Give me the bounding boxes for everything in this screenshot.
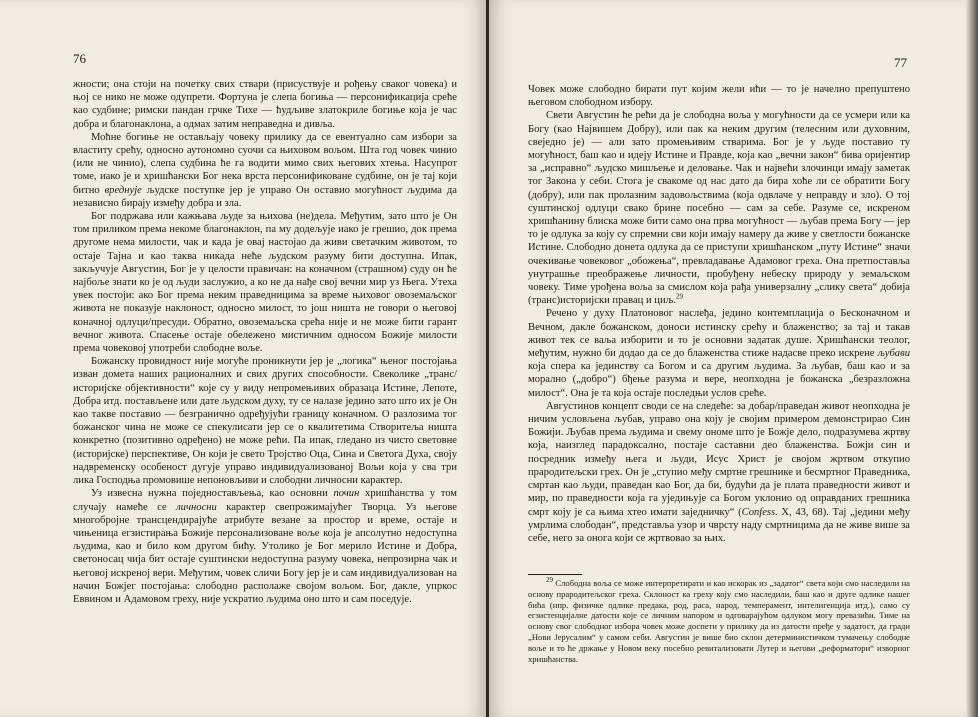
paragraph: Божанску провидност није могуће проникнути јер је „логика“ њеног постојања изван домета наших рационалних и свих других способности. Свеколике „транс/историјске објективности“ које су у виду непромењивих образаца Истине, Лепоте, Добра итд. постављене или дате људском духу, ту се налазе једино зато што их је Он као такве поставио — безгранично одређујући границу коначном. О разлозима тог божанског чина не може се спекулисати јер се о квалитетима Створитеља ништа конкретно (позитивно одређено) не може рећи. Па ипак, гледано из чисто световне (историјске) перспективе, Он који је свето Тројство Оца, Сина и Светога Духа, своју надвременску особеност дугује управо индивидуализованој Вољи која у сва три лика Господња промовише непоновљиви и слободни личносни карактер. bbox=[73, 356, 457, 487]
emphasis: почин bbox=[333, 488, 360, 500]
right-page bbox=[489, 0, 978, 717]
paragraph: Уз извесна нужна поједностављења, као основни почин хришћанства у том случају намеће се личносни карактер свепрожимајућег Творца. Уз његове многобројне трансцендирајуће атрибуте везане за простор и време, остаје и чињеница егзистирања Божије персонализоване воље која је апсолутно недоступна људима, као и било ком другом бићу. Утолико је Бог мерило Истине и Добра, светоносац чија бит остаје суштински недоступна разуму човека, непрозирна чак и његовој искреној вери. Међутим, човек сличи Богу јер је и сам индивидуализован на начин Божјег постојања: слободно располаже својом вољом. Бог, дакле, упркос Еввином и Адамовом греху, није ускратио људима оно што и сам поседује. bbox=[73, 488, 458, 605]
paragraph: жности; она стоји на почетку свих ствари (присуствује и рођењу сваког човека) и њој се нико не може одупрети. Фортуна је слепа богиња — персонификација среће као судбине; римски пандан грчке Тихе — ћудљиве златокриле богиње која је час добра и благонаклона, а одмах затим неправедна и дивља. bbox=[73, 79, 457, 130]
footnote-reference[interactable]: 29 bbox=[675, 292, 683, 301]
emphasis: љубави bbox=[877, 348, 910, 360]
citation: Confess. bbox=[741, 506, 778, 518]
right-text-block bbox=[528, 83, 910, 545]
paragraph: Бог подржава или кажњава људе за њихова (не)дела. Међутим, зато што је Он том приликом према некоме благонаклон, па му додељује иако је грешио, док према другоме нема милости, чак и када је овај настојао да живи светачким животом, то остаје Тајна и као таква никада неће људском разуму бити доступна. Ипак, закључује Августин, Бог је у целости правичан: на коначном (страшном) суду он ће најбоље знати ко је од људи заслужио, а ко не да нађе свој вечни мир уз Њега. Утеха увек постоји: ако Бог према неким праведницима за време њиховог овоземаљског живота не показује наклоност, односно милост, то још ништа не говори о његовој коначној одлуци/пресуди. Обратно, овоземаљска срећа није и не може бити гарант вечног живота. Спасење остаје обележено мистичним односом Божије милости према човековој употреби слободне воље. bbox=[73, 211, 457, 355]
paragraph: Свети Августин ће рећи да је слободна воља у могућности да се усмери или ка Богу (као Највишем Добру), или пак ка неким другим (телесним или духовним, свеједно је) — али зато промењивим стварима. Бог је у људе поставио ту могућност, баш као и идеју Истине и Правде, која као „вечни закон“ бива оријентир за „исправно“ људско мишљење и деловање. Чак и највећи злочинци имају заметак тог Закона у себи. Стога је свакоме од нас дато да бира хоће ли се обратити Богу (добру), или пак пролазним задовољствима (која одвлаче у неправду и зло). О тој суштинској одлуци свако брине посебно — сам за себе. Разуме се, искреном хришћанину блиска може бити само она прва могућност — љубав према Богу — јер то је одлука за коју су спремни сви који имају намеру да живе у светлости божанске Истине. Слободно донета одлука да се приступи хришћанском „путу Истине“ значи очекивање човековог „обожења“, превладавање Адамовог греха. Она претпоставља унутрашње преображење личности, пробуђену небеску природу у земаљском човеку. Тиме урођена воља за смислом која рађа универзалну „слику света“ добија (транс)историјски правац и циљ.$^{29}$ bbox=[528, 110, 910, 307]
footnote-marker: 29 bbox=[546, 576, 553, 585]
emphasis: вреднује bbox=[104, 184, 142, 196]
left-page bbox=[0, 0, 486, 717]
footnote: $^{29}$ Слободна воља се може интерпретирати и као искорак из „задатог“ света који смо наследили на основу прародитељског греха. Склоност ка греху коју смо наследили, баш као и друге одлике нашег бића (нпр. физичке одлике предака, род, раса, народ, темперамент, интелигенција итд.), само су егзистенцијалне датости које се личним напором и одговарајућом одлуком могу превазићи. Тиме на основу свог слободног избора човек може доспети у прилику да из датости пређе у задатост, да гради „Нови Јерусалим“ у самом себи. Августин је више био склон детерминистичком тумачењу слободне воље и то ће држање у Новом веку посебно ревитализовати Лутер и његови „реформатори“ изворног хришћанства. bbox=[528, 576, 910, 664]
footnote-divider bbox=[528, 574, 582, 575]
paragraph: Августинов концепт своди се на следеће: за добар/праведан живот неопходна је ничим условљена љубав, управо она коју је својим примером демонстрирао Син Божији. Љубав према људима и свему ономе што је Божје дело, подразумева жртву која, наизглед парадоксално, постаје саставни део блаженства. Божји син и посредник између њега и људи, Исус Христ је својом жртвом откупио прародитељски грех. Он је „ступио међу смртне грешнике и бесмртног Праведника, смртан као људи, праведан као Бог, да би, будући да је плата праведности живот и мир, по праведности која га уједињује са Богом уклонио од оправданих грешника смрт коју је са њима хтео имати заједничку“ (Confess. X, 43, 68). Тај „једини међу умрлима слободан“, представља узор и чврсту наду смртницима да не живе више за себе, него за онога који се жртвовао за њих. bbox=[528, 400, 910, 544]
paragraph: Моћне богиње не остављају човеку прилику да се евентуално сам избори за властиту срећу, односно аутономно суочи са њиховом вољом. Шта год човек чинио (или не чинио), слепа судбина ће га водити мимо свих његових хтења. Насупрот томе, иако је и хришћански Бог нека врста персонификоване судбине, он је тај који битно вреднује људске поступке јер је управо Он оставио могућност људима да независно бирају између добра и зла. bbox=[73, 131, 457, 209]
page-edge-shadow bbox=[966, 0, 978, 717]
left-text-block bbox=[73, 78, 457, 606]
emphasis: личносни bbox=[176, 501, 217, 513]
paragraph: Човек може слободно бирати пут којим жели ићи — то је начелно препуштено његовом слободном избору. bbox=[528, 84, 910, 109]
paragraph: Речено у духу Платоновог наслеђа, једино контемплација о Бесконачном и Вечном, дакле божанском, доноси истинску срећу и блаженство; за тај и такав живот тек се ваља изборити и то је основни задатак душе. Хришћански теолог, међутим, нужно би додао да се до блаженства стиже надасве преко искрене љубави која спера ка јединству са Богом и са другим људима. За љубав, баш као и за морално („добро“) бђење разума и вере, неопходна је божанска „безразложна милост“. Она је та која остаје последњи услов среће. bbox=[528, 308, 910, 399]
page-number: 77 bbox=[894, 55, 907, 70]
page-number: 76 bbox=[73, 51, 86, 66]
